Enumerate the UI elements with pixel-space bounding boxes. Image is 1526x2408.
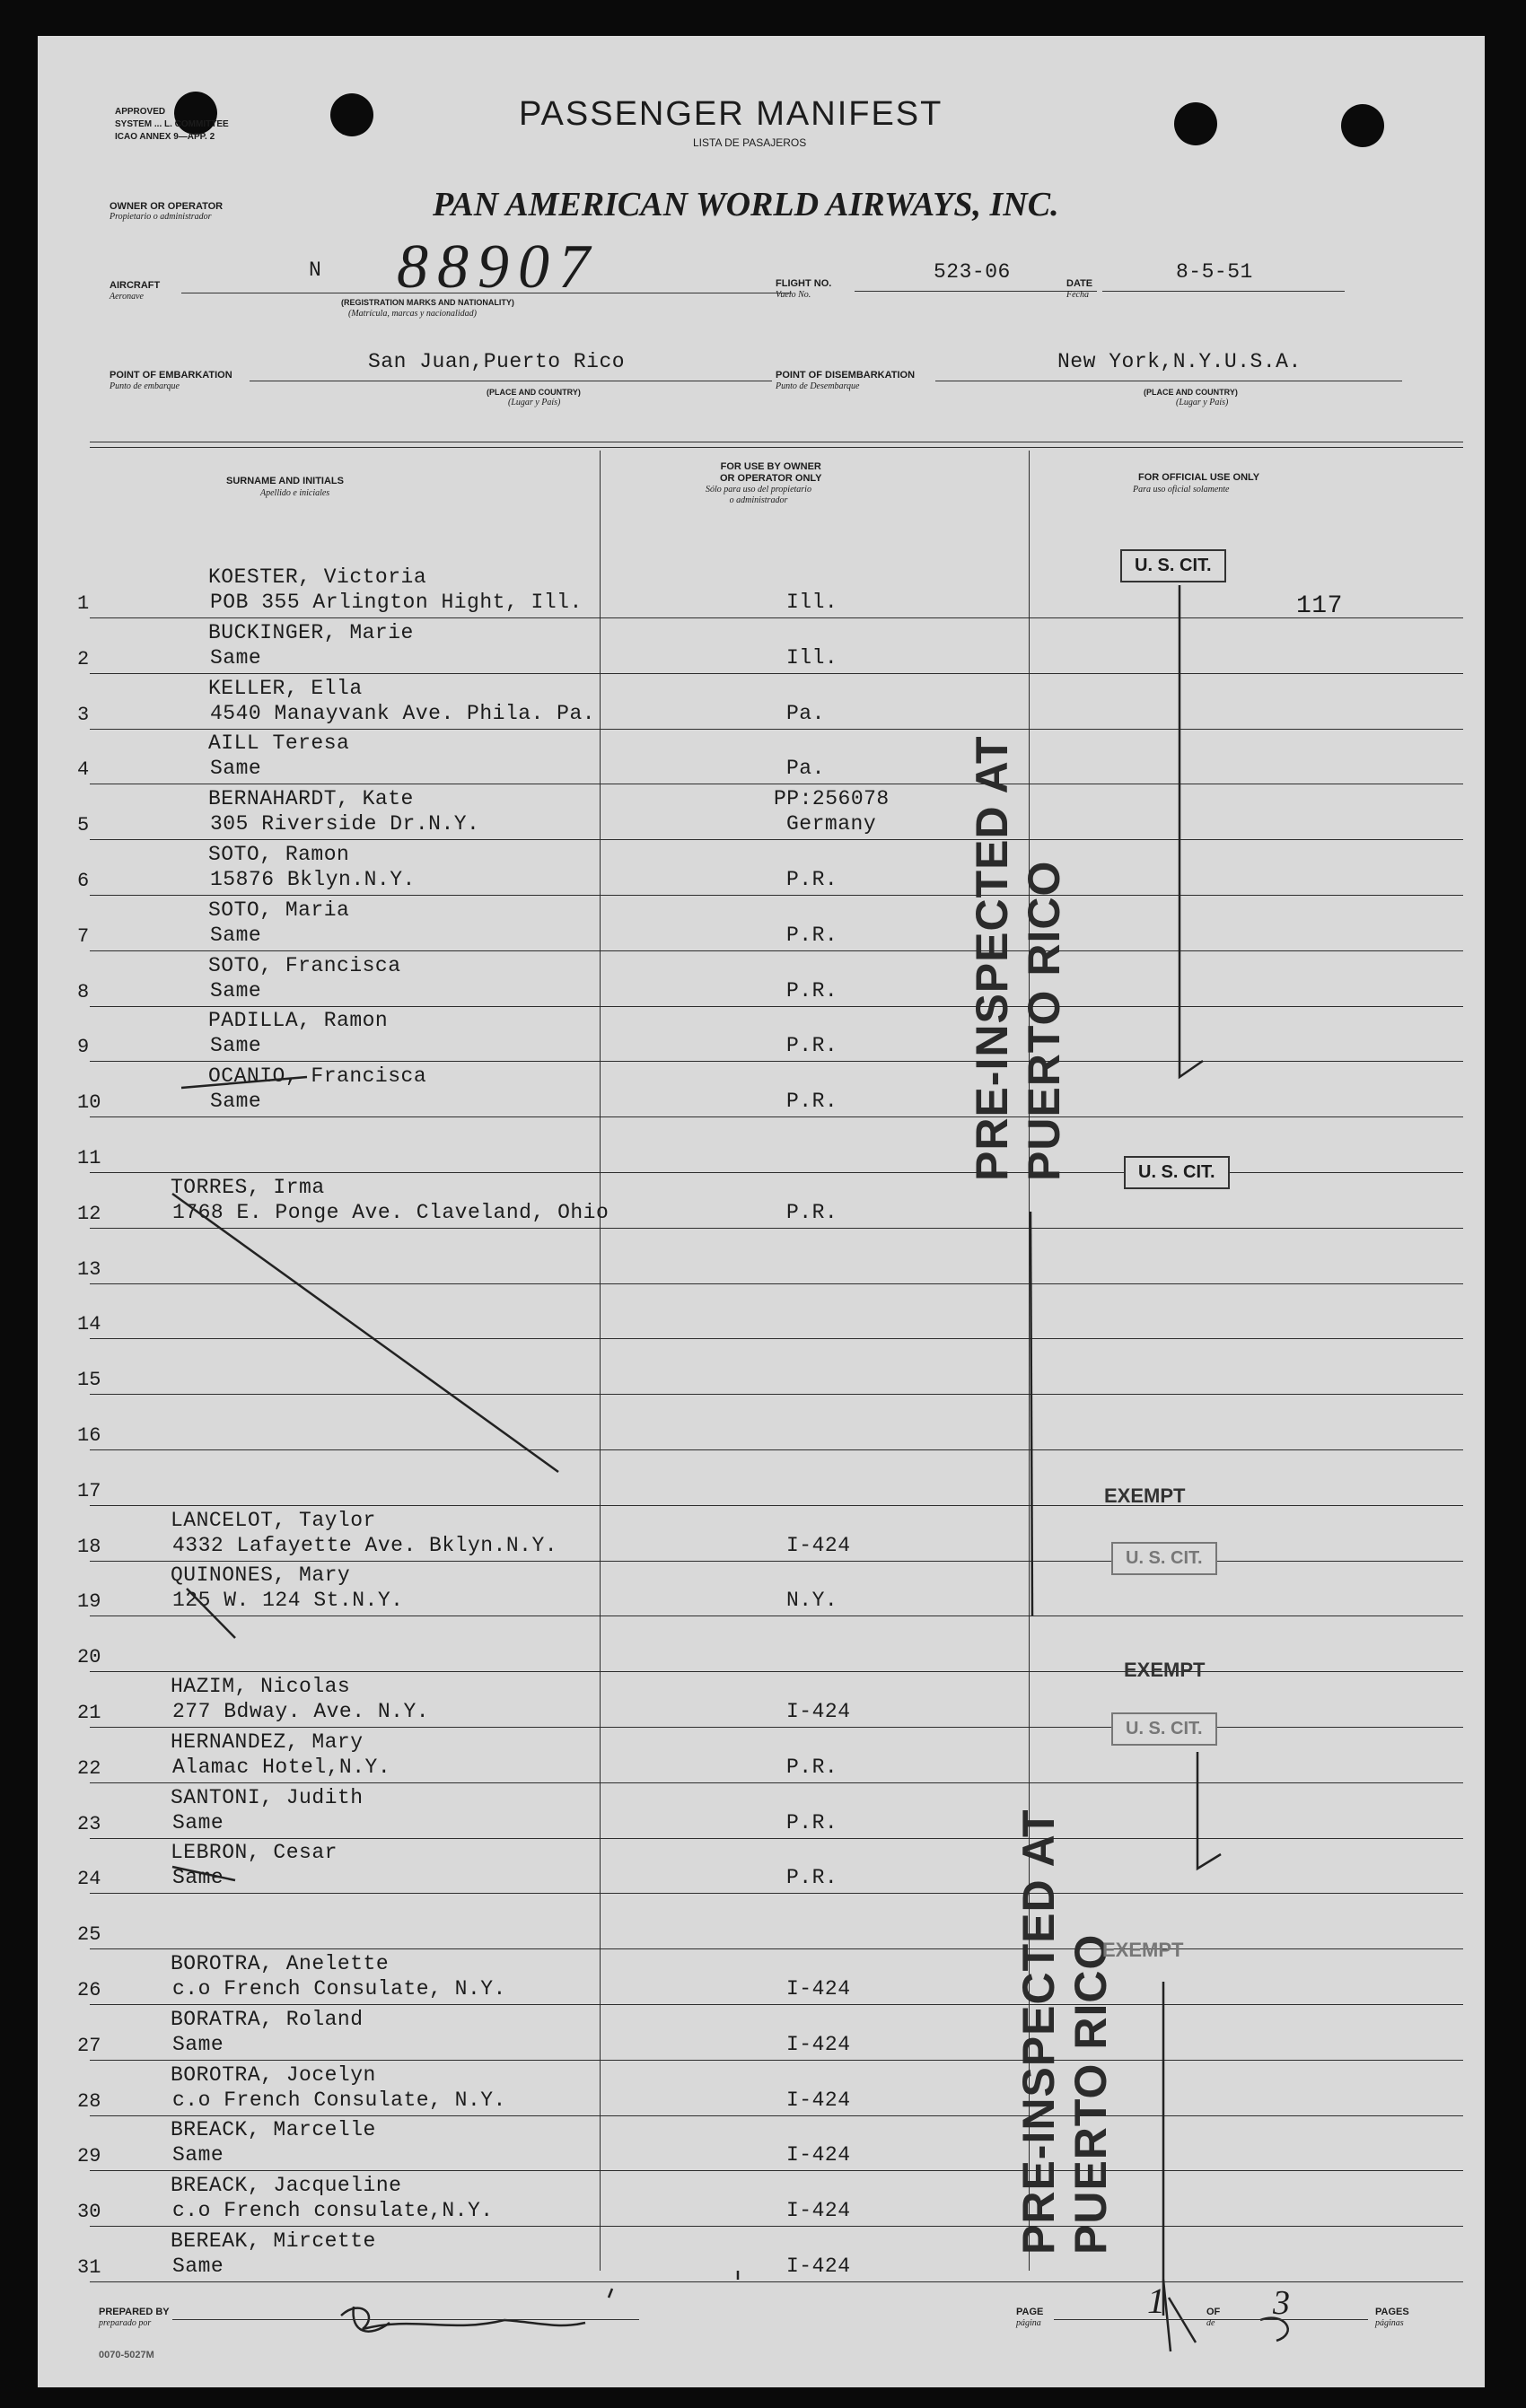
page-label: PAGE [1016,2307,1044,2317]
row-number: 27 [77,2034,101,2057]
passenger-address: 305 Riverside Dr.N.Y. [210,812,480,836]
passenger-name: BREACK, Jacqueline [171,2174,402,2198]
of-value: 3 [1273,2284,1290,2322]
passenger-name: PADILLA, Ramon [208,1009,389,1033]
exempt-stamp: EXEMPT [1104,1484,1186,1507]
passenger-address: 4540 Manayvank Ave. Phila. Pa. [210,701,596,725]
row-number: 23 [77,1812,101,1835]
row-number: 26 [77,1979,101,2001]
passenger-address: Same [210,757,262,781]
passenger-address: c.o French Consulate, N.Y. [172,1977,506,2001]
row-number: 15 [77,1369,101,1392]
pre-inspected-stamp-bottom: PRE-INSPECTED AT PUERTO RICO [1013,1808,1116,2255]
passenger-name: SOTO, Ramon [208,843,350,866]
owner-use-value: P.R. [786,1090,838,1114]
owner-use-value: P.R. [786,978,838,1003]
passenger-name: SOTO, Maria [208,898,350,922]
count-note: 117 [1296,592,1343,620]
prepared-by-label-es: preparado por [99,2318,152,2328]
row-number: 29 [77,2145,101,2168]
owner-use-value: P.R. [786,923,838,947]
passenger-name: BUCKINGER, Marie [208,620,414,644]
approval-text: APPROVED SYSTEM ... L. COMMITTEE ICAO ANNEX 9—APP. 2 [115,107,229,142]
passenger-address: Same [210,645,262,670]
row-number: 20 [77,1646,101,1669]
row-number: 5 [77,814,90,837]
passenger-address: Same [172,1810,224,1834]
date-label-es: Fecha [1066,290,1089,300]
owner-use-value: I-424 [786,2255,851,2278]
us-cit-stamp: U. S. CIT. [1124,1156,1230,1189]
passenger-name: AILL Teresa [208,731,350,756]
exempt-stamp: EXEMPT [1124,1659,1206,1681]
disembark-label: POINT OF DISEMBARKATION [776,370,916,381]
passenger-address: Same [172,2143,224,2167]
row-number: 17 [77,1479,101,1502]
owner-label: OWNER OR OPERATOR [110,201,224,212]
passenger-name: SANTONI, Judith [171,1785,364,1809]
owner-use-value: Pa. [786,757,825,781]
owner-use-value: I-424 [786,2088,851,2112]
us-cit-stamp: U. S. CIT. [1111,1712,1217,1746]
disembark-place-caption: (PLACE AND COUNTRY) [1144,388,1238,397]
passenger-name: HERNANDEZ, Mary [171,1729,364,1754]
aircraft-label-es: Aeronave [110,292,144,302]
passenger-address: 15876 Bklyn.N.Y. [210,868,416,891]
flight-label-es: Vuelo No. [776,290,811,300]
disembark-place-caption-es: (Lugar y País) [1176,398,1229,407]
us-cit-stamp: U. S. CIT. [1120,549,1226,582]
pre-inspected-stamp-top: PRE-INSPECTED AT PUERTO RICO [967,735,1069,1181]
owner-value: PAN AMERICAN WORLD AIRWAYS, INC. [433,186,1059,223]
passenger-address: 125 W. 124 St.N.Y. [172,1589,404,1613]
owner-use-value: Ill. [786,645,838,670]
embark-label: POINT OF EMBARKATION [110,370,232,381]
aircraft-prefix: N [309,258,322,282]
registration-caption-es: (Matrícula, marcas y nacionalidad) [348,309,477,319]
passenger-name: KOESTER, Victoria [208,565,427,589]
row-number: 7 [77,924,90,948]
date-value: 8-5-51 [1176,260,1253,284]
col-surname-header: SURNAME AND INITIALS [226,476,344,486]
owner-use-value: P.R. [786,1034,838,1058]
passenger-address: Same [210,978,262,1003]
passenger-address: 4332 Lafayette Ave. Bklyn.N.Y. [172,1533,558,1557]
embark-label-es: Punto de embarque [110,381,180,391]
passenger-name: BOROTRA, Anelette [171,1952,390,1975]
row-number: 1 [77,592,90,615]
row-number: 11 [77,1147,101,1169]
col-surname-header-es: Apellido e iniciales [260,488,330,498]
passenger-address: Same [210,1034,262,1058]
owner-use-value: P.R. [786,1755,838,1779]
passenger-name: BOROTRA, Jocelyn [171,2062,376,2087]
date-label: DATE [1066,278,1093,289]
page-title: PASSENGER MANIFEST [519,95,943,133]
row-number: 21 [77,1702,101,1724]
embark-value: San Juan,Puerto Rico [368,350,626,373]
owner-use-value: I-424 [786,1700,851,1723]
owner-use-value: Germany [786,812,877,836]
pages-label-es: páginas [1375,2318,1404,2328]
embark-place-caption: (PLACE AND COUNTRY) [487,388,581,397]
passenger-address: 277 Bdway. Ave. N.Y. [172,1700,430,1723]
owner-use-value: PP:256078 [774,787,890,811]
passenger-address: Same [210,1090,262,1114]
aircraft-value: 88907 [397,232,599,302]
owner-use-value: I-424 [786,1977,851,2001]
exempt-stamp: EXEMPT [1102,1939,1184,1961]
passenger-name: SOTO, Francisca [208,953,401,977]
passenger-address: c.o French consulate,N.Y. [172,2199,494,2223]
form-code: 0070-5027M [99,2350,154,2360]
manifest-page [38,36,1485,2387]
row-number: 18 [77,1535,101,1558]
flight-label: FLIGHT NO. [776,278,832,289]
owner-use-value: P.R. [786,1200,838,1224]
us-cit-stamp: U. S. CIT. [1111,1542,1217,1575]
passenger-address: Same [210,923,262,947]
row-number: 6 [77,870,90,892]
row-number: 16 [77,1424,101,1447]
passenger-address: Same [172,2032,224,2056]
passenger-name: TORRES, Irma [171,1175,325,1199]
passenger-address: 1768 E. Ponge Ave. Claveland, Ohio [172,1200,610,1224]
embark-place-caption-es: (Lugar y País) [508,398,561,407]
owner-use-value: P.R. [786,1866,838,1890]
col-official-header: FOR OFFICIAL USE ONLY [1138,472,1260,483]
passenger-address: Same [172,2255,224,2278]
owner-use-value: P.R. [786,868,838,891]
row-number: 8 [77,980,90,1003]
row-number: 4 [77,758,90,782]
row-number: 24 [77,1868,101,1891]
row-number: 28 [77,2089,101,2113]
owner-use-value: Pa. [786,701,825,725]
page-value: 1 [1147,2281,1165,2321]
passenger-name: HAZIM, Nicolas [171,1675,351,1698]
owner-use-value: P.R. [786,1810,838,1834]
row-number: 25 [77,1923,101,1947]
row-number: 13 [77,1257,101,1281]
row-number: 2 [77,647,90,670]
row-number: 22 [77,1756,101,1780]
passenger-address: Alamac Hotel,N.Y. [172,1755,391,1779]
page-title-es: LISTA DE PASAJEROS [693,136,807,149]
row-number: 19 [77,1590,101,1614]
owner-use-value: I-424 [786,2199,851,2223]
of-label: OF [1206,2307,1221,2317]
row-number: 9 [77,1036,90,1059]
owner-use-value: I-424 [786,2143,851,2167]
passenger-name: BEREAK, Mircette [171,2229,376,2253]
owner-use-value: I-424 [786,1533,851,1557]
passenger-address: POB 355 Arlington Hight, Ill. [210,591,583,614]
page-label-es: página [1016,2318,1041,2328]
of-label-es: de [1206,2318,1215,2328]
passenger-address: Same [172,1866,224,1890]
pen-marks [38,36,1485,2387]
prepared-by-label: PREPARED BY [99,2307,170,2317]
owner-use-value: N.Y. [786,1589,838,1613]
passenger-name: LEBRON, Cesar [171,1841,338,1865]
passenger-name: QUINONES, Mary [171,1563,351,1588]
row-number: 30 [77,2201,101,2224]
row-number: 10 [77,1091,101,1115]
owner-use-value: I-424 [786,2032,851,2056]
disembark-value: New York,N.Y.U.S.A. [1057,350,1302,373]
row-number: 12 [77,1202,101,1225]
passenger-name: LANCELOT, Taylor [171,1508,376,1532]
disembark-label-es: Punto de Desembarque [776,381,860,391]
passenger-name: KELLER, Ella [208,676,363,700]
passenger-address: c.o French Consulate, N.Y. [172,2088,506,2112]
flight-value: 523-06 [934,260,1011,284]
pages-label: PAGES [1375,2307,1409,2317]
passenger-name: BORATRA, Roland [171,2007,364,2031]
row-number: 3 [77,703,90,726]
aircraft-label: AIRCRAFT [110,280,161,291]
row-number: 14 [77,1313,101,1336]
passenger-name: BERNAHARDT, Kate [208,787,414,811]
owner-label-es: Propietario o administrador [110,212,212,222]
owner-use-value: Ill. [786,591,838,614]
col-owner-header-es: Sólo para uso del propietario o administrador [706,485,811,505]
registration-caption: (REGISTRATION MARKS AND NATIONALITY) [341,298,514,307]
col-owner-header: FOR USE BY OWNER OR OPERATOR ONLY [720,461,822,484]
col-official-header-es: Para uso oficial solamente [1133,485,1230,495]
row-number: 31 [77,2256,101,2279]
passenger-name: BREACK, Marcelle [171,2118,376,2142]
passenger-name: OCANIO, Francisca [208,1064,427,1089]
